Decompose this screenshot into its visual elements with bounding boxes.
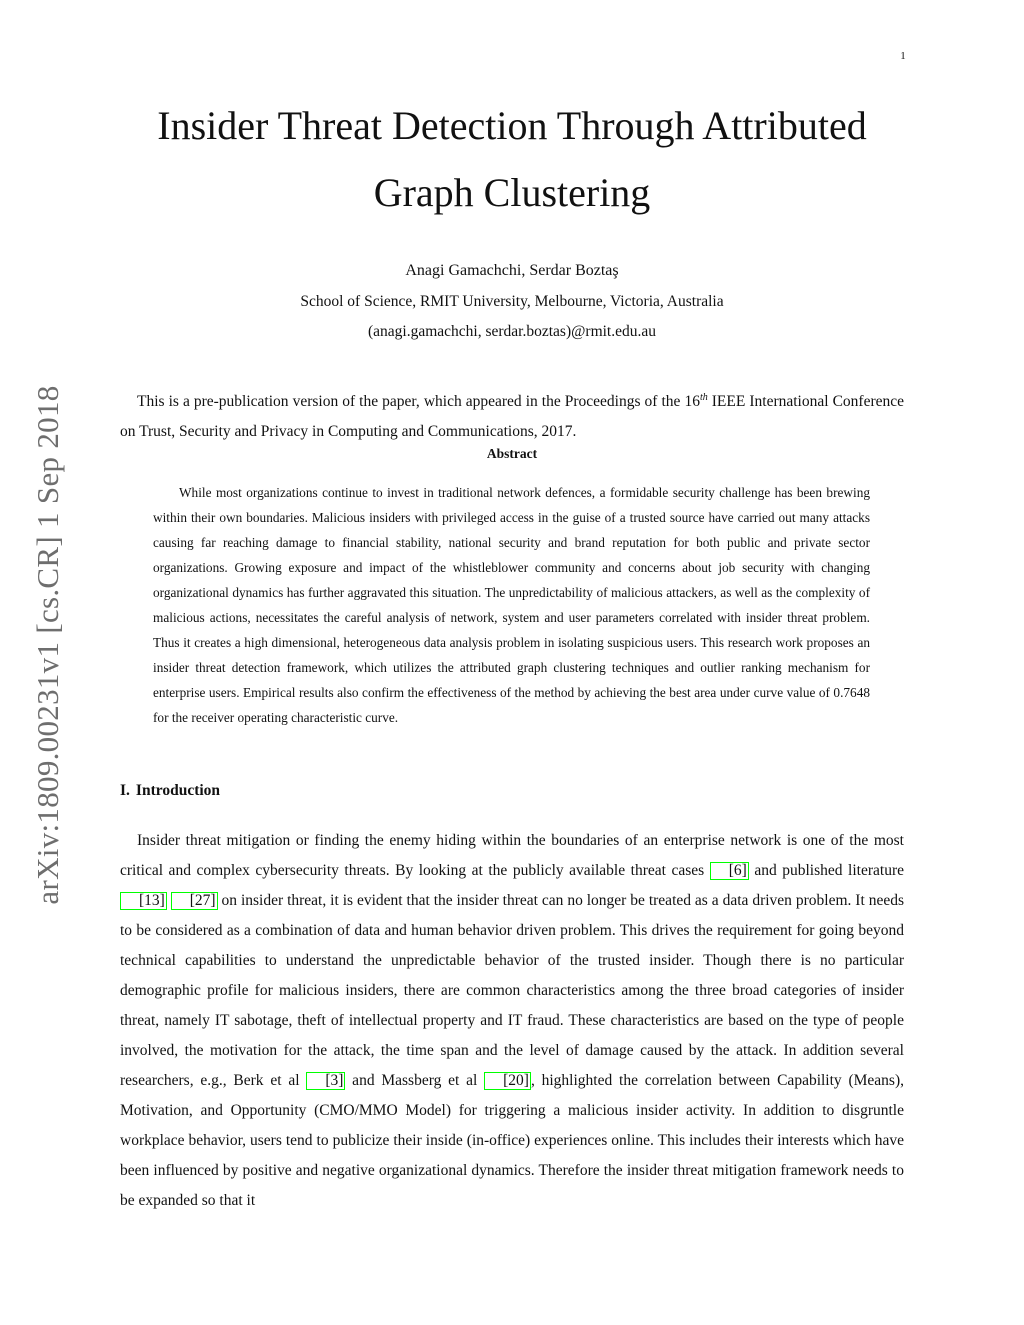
note-text-before: This is a pre-publication version of the paper, which appeared in the Proceedings of the 16 xyxy=(137,393,700,411)
note-superscript: th xyxy=(699,392,708,403)
intro-text: and Massberg et al xyxy=(345,1072,485,1089)
citation-link-27[interactable]: [27] xyxy=(171,892,218,910)
intro-text: on insider threat, it is evident that the insider threat can no longer be treated as a data driven problem. It needs to be considered as a combination of data and human behavior driven problem. This drives the requirement for going beyond technical capabilities to understand the unpredictable behavior of the trusted insider. Though there is no particular demographic profile for malicious insiders, there are common characteristics among the three broad categories of insider threat, namely IT sabotage, theft of intellectual property and IT fraud. These characteristics are based on the type of people involved, the motivation for the attack, the time span and the level of damage caused by the attack. In addition several researchers, e.g., Berk et al xyxy=(120,892,904,1089)
affiliation: School of Science, RMIT University, Melbourne, Victoria, Australia xyxy=(300,293,724,310)
paper-title xyxy=(120,92,904,226)
intro-text: , highlighted the correlation between Capability (Means), Motivation, and Opportunity (CMO/MMO Model) for triggering a malicious insider activity. In addition to disgruntle workplace behavior, users tend to publicize their inside (in-office) experiences online. This includes their interests which have been influenced by positive and negative organizational dynamics. Therefore the insider threat mitigation framework needs to be expanded so that it xyxy=(120,1072,904,1209)
author-emails: (anagi.gamachchi, serdar.boztas)@rmit.edu.au xyxy=(368,323,656,340)
section-title: Introduction xyxy=(135,782,221,799)
introduction-paragraph xyxy=(120,826,904,1216)
page-number: 1 xyxy=(900,50,906,62)
title-line-1: Insider Threat Detection Through Attributed xyxy=(157,103,867,148)
note-text-after: IEEE International Conference on Trust, Security and Privacy in Computing and Communications, 2017. xyxy=(120,393,905,441)
arxiv-stamp xyxy=(18,360,78,930)
section-number: I. xyxy=(120,782,130,799)
section-heading-introduction xyxy=(120,780,220,802)
citation-link-3[interactable]: [3] xyxy=(306,1072,345,1090)
citation-link-6[interactable]: [6] xyxy=(710,862,749,880)
intro-text: and published literature xyxy=(748,862,904,879)
publication-note xyxy=(120,383,904,447)
title-line-2: Graph Clustering xyxy=(373,170,651,215)
abstract-text: While most organizations continue to invest in traditional network defences, a formidable security challenge has been brewing within their own boundaries. Malicious insiders with privileged access in the guise of a trusted source have carried out many attacks causing far reaching damage to financial stability, national security and brand reputation for both public and private sector organizations. Growing exposure and impact of the whistleblower community and concerns about job security with changing organizational dynamics has further aggravated this situation. The unpredictability of malicious attackers, as well as the complexity of malicious actions, necessitates the careful analysis of network, system and user parameters correlated with insider threat problem. Thus it creates a high dimensional, heterogeneous data analysis problem in isolating suspicious users. This research work proposes an insider threat detection framework, which utilizes the attributed graph clustering techniques and outlier ranking mechanism for enterprise users. Empirical results also confirm the effectiveness of the method by achieving the best area under curve value of 0.7648 for the receiver operating characteristic curve. xyxy=(153,485,870,725)
citation-link-13[interactable]: [13] xyxy=(120,892,167,910)
authors: Anagi Gamachchi, Serdar Boztaş xyxy=(405,262,619,279)
arxiv-stamp-text: arXiv:1809.00231v1 [cs.CR] 1 Sep 2018 xyxy=(30,385,65,905)
intro-text: Insider threat mitigation or finding the enemy hiding within the boundaries of an enterprise network is one of the most critical and complex cybersecurity threats. By looking at the publicly available threat cases xyxy=(120,832,904,879)
citation-link-20[interactable]: [20] xyxy=(484,1072,531,1090)
abstract-heading: Abstract xyxy=(486,446,538,461)
